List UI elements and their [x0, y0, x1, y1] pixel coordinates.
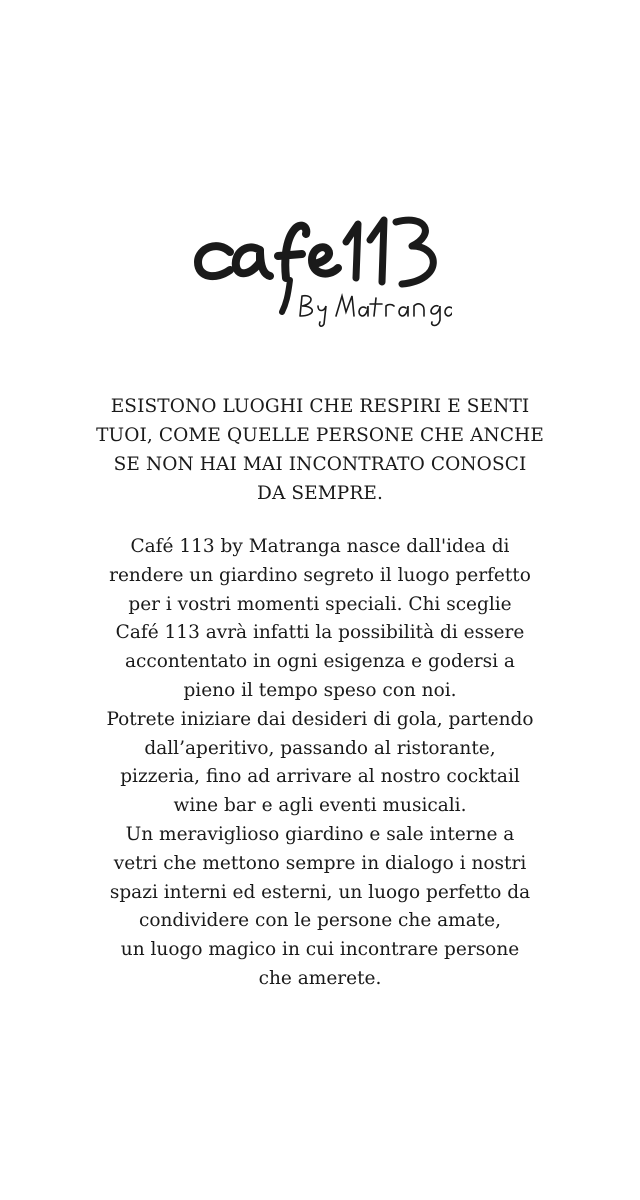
body-line: Café 113 by Matranga nasce dall'idea di — [130, 536, 510, 557]
intro-heading — [60, 392, 580, 508]
body-line: Café 113 avrà infatti la possibilità di essere — [115, 622, 525, 644]
body-line: vetri che mettono sempre in dialogo i nostri — [113, 852, 527, 874]
body-line: accontentato in ogni esigenza e godersi a — [125, 651, 515, 673]
intro-line: DA SEMPRE. — [257, 483, 383, 504]
body-line: per i vostri momenti speciali. Chi sceglie — [128, 593, 512, 615]
body-line: dall’aperitivo, passando al ristorante, — [144, 737, 496, 759]
body-line: spazi interni ed esterni, un luogo perfetto da — [109, 881, 531, 903]
intro-line: TUOI, COME QUELLE PERSONE CHE ANCHE — [96, 425, 544, 446]
body-line: pizzeria, fino ad arrivare al nostro cocktail — [120, 766, 520, 788]
intro-line: SE NON HAI MAI INCONTRATO CONOSCI — [113, 454, 527, 475]
description-paragraph — [60, 533, 580, 994]
body-line: che amerete. — [258, 967, 382, 989]
body-line: rendere un giardino segreto il luogo perfetto — [109, 564, 531, 586]
brand-logo — [190, 200, 452, 330]
body-line: Potrete iniziare dai desideri di gola, partendo — [106, 708, 534, 730]
body-line: un luogo magico in cui incontrare persone — [120, 939, 520, 961]
body-line: wine bar e agli eventi musicali. — [173, 795, 467, 817]
body-line: condividere con le persone che amate, — [138, 910, 502, 932]
body-line: Un meraviglioso giardino e sale interne a — [125, 823, 515, 845]
body-line: pieno il tempo speso con noi. — [183, 679, 457, 701]
cafe113-logo-mark — [190, 200, 452, 330]
intro-line: ESISTONO LUOGHI CHE RESPIRI E SENTI — [110, 396, 530, 417]
